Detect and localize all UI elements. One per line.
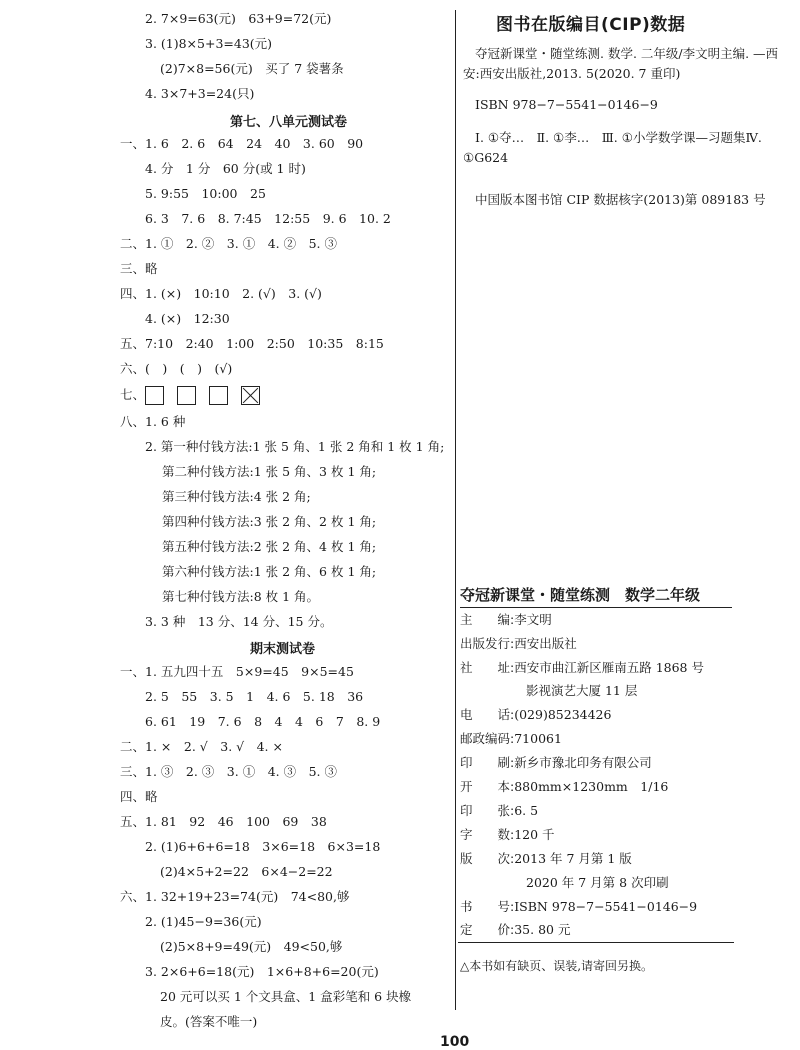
cip-paragraph: 中国版本图书馆 CIP 数据核字(2013)第 089183 号 (475, 192, 766, 207)
info-row-isbn (460, 899, 697, 915)
answer-line: 20 元可以买 1 个文具盒、1 盒彩笔和 6 块橡 (160, 989, 412, 1004)
answer-line: 第三种付钱方法:4 张 2 角; (162, 489, 311, 504)
answer-line: 二、1. ① 2. ② 3. ① 4. ② 5. ③ (120, 236, 337, 251)
answer-line: 6. 61 19 7. 6 8 4 4 6 7 8. 9 (145, 714, 381, 729)
answer-line: 皮。(答案不唯一) (160, 1014, 258, 1029)
cip-title: 图书在版编目(CIP)数据 (496, 15, 686, 35)
info-row-sheets (460, 803, 538, 819)
info-row-telephone (460, 707, 611, 723)
info-row-format (460, 779, 668, 795)
info-row-editor (460, 612, 552, 628)
answer-line: 2. (1)6+6+6=18 3×6=18 6×3=18 (145, 839, 381, 854)
cip-isbn: ISBN 978−7−5541−0146−9 (475, 97, 658, 112)
answer-line: (2)5×8+9=49(元) 49<50,够 (160, 939, 343, 954)
answer-line: 2. (1)45−9=36(元) (145, 914, 262, 929)
answer-label: 七、 (120, 387, 146, 402)
answer-line: 3. (1)8×5+3=43(元) (145, 36, 273, 51)
page-number: 100 (440, 1034, 470, 1050)
info-key: 字 数: (460, 827, 515, 842)
answer-line-boxes (120, 386, 273, 405)
answer-line: 4. (×) 12:30 (145, 311, 230, 326)
empty-box (145, 386, 164, 405)
info-value: 西安市曲江新区雁南五路 1868 号 (514, 660, 704, 675)
info-value: 西安出版社 (514, 636, 577, 651)
section-heading: 期末测试卷 (250, 642, 316, 657)
info-key: 印 刷: (460, 755, 515, 770)
info-key: 出版发行: (460, 636, 515, 651)
answer-line: 四、1. (×) 10:10 2. (√) 3. (√) (120, 286, 322, 301)
answer-line: 第六种付钱方法:1 张 2 角、6 枚 1 角; (162, 564, 377, 579)
info-value: 35. 80 元 (514, 922, 571, 937)
answer-line: 4. 3×7+3=24(只) (145, 86, 255, 101)
answer-line: 第五种付钱方法:2 张 2 角、4 枚 1 角; (162, 539, 377, 554)
empty-box (209, 386, 228, 405)
answer-line: 3. 3 种 13 分、14 分、15 分。 (145, 614, 333, 629)
answer-line: 三、1. ③ 2. ③ 3. ① 4. ③ 5. ③ (120, 764, 337, 779)
answer-line: 2. 第一种付钱方法:1 张 5 角、1 张 2 角和 1 枚 1 角; (145, 439, 445, 454)
info-value: 710061 (514, 731, 562, 746)
info-row-edition (460, 851, 632, 867)
info-row-address (460, 660, 704, 676)
info-row-printer (460, 755, 652, 771)
info-divider (458, 942, 734, 943)
info-key: 主 编: (460, 612, 515, 627)
answer-line: 八、1. 6 种 (120, 414, 186, 429)
info-key: 电 话: (460, 707, 515, 722)
info-value: 880mm×1230mm 1/16 (514, 779, 669, 794)
answer-line: (2)4×5+2=22 6×4−2=22 (160, 864, 333, 879)
info-value: 李文明 (514, 612, 552, 627)
answer-line: (2)7×8=56(元) 买了 7 袋薯条 (160, 61, 344, 76)
info-value: 120 千 (514, 827, 555, 842)
column-divider (455, 10, 456, 1010)
info-key: 版 次: (460, 851, 515, 866)
info-value: ISBN 978−7−5541−0146−9 (514, 899, 698, 914)
info-row-words (460, 827, 555, 843)
answer-line: 6. 3 7. 6 8. 7:45 12:55 9. 6 10. 2 (145, 211, 391, 226)
replacement-note: △本书如有缺页、误装,请寄回另换。 (460, 959, 654, 973)
info-key: 社 址: (460, 660, 515, 675)
info-value: (029)85234426 (514, 707, 612, 722)
info-key: 开 本: (460, 779, 515, 794)
info-row-edition-2 (526, 875, 669, 891)
info-value: 2013 年 7 月第 1 版 (514, 851, 632, 866)
crossed-box (241, 386, 260, 405)
book-title: 夺冠新课堂・随堂练测 数学二年级 (460, 584, 732, 608)
info-row-publisher (460, 636, 577, 652)
answer-line: 2. 5 55 3. 5 1 4. 6 5. 18 36 (145, 689, 364, 704)
info-row-zipcode (460, 731, 562, 747)
info-value: 新乡市豫北印务有限公司 (514, 755, 652, 770)
cip-paragraph: Ⅰ. ①夺… Ⅱ. ①李… Ⅲ. ①小学数学课—习题集Ⅳ. ①G624 (463, 130, 762, 165)
cip-paragraph: 夺冠新课堂・随堂练测. 数学. 二年级/李文明主编. —西安:西安出版社,2013. 5(2020. 7 重印) (463, 46, 779, 81)
answer-line: 第二种付钱方法:1 张 5 角、3 枚 1 角; (162, 464, 377, 479)
answer-line: 四、略 (120, 789, 158, 804)
info-key: 邮政编码: (460, 731, 515, 746)
info-key: 印 张: (460, 803, 515, 818)
answer-line: 六、1. 32+19+23=74(元) 74<80,够 (120, 889, 350, 904)
info-key: 书 号: (460, 899, 515, 914)
answer-line: 3. 2×6+6=18(元) 1×6+8+6=20(元) (145, 964, 379, 979)
answer-line: 二、1. × 2. √ 3. √ 4. × (120, 739, 283, 754)
answer-line: 第七种付钱方法:8 枚 1 角。 (162, 589, 320, 604)
info-key: 定 价: (460, 922, 515, 937)
empty-box (177, 386, 196, 405)
info-value: 影视演艺大厦 11 层 (526, 683, 638, 698)
answer-line: 六、( ) ( ) (√) (120, 361, 233, 376)
answer-line: 一、1. 6 2. 6 64 24 40 3. 60 90 (120, 136, 364, 151)
answer-line: 五、7:10 2:40 1:00 2:50 10:35 8:15 (120, 336, 384, 351)
info-row-address-2 (526, 683, 637, 699)
answer-line: 一、1. 五九四十五 5×9=45 9×5=45 (120, 664, 354, 679)
answer-line: 五、1. 81 92 46 100 69 38 (120, 814, 327, 829)
answer-line: 第四种付钱方法:3 张 2 角、2 枚 1 角; (162, 514, 377, 529)
answer-line: 2. 7×9=63(元) 63+9=72(元) (145, 11, 332, 26)
section-heading: 第七、八单元测试卷 (230, 115, 348, 130)
info-value: 2020 年 7 月第 8 次印刷 (526, 875, 669, 890)
answer-line: 三、略 (120, 261, 158, 276)
answer-line: 4. 分 1 分 60 分(或 1 时) (145, 161, 306, 176)
info-row-price (460, 922, 570, 938)
answer-line: 5. 9:55 10:00 25 (145, 186, 266, 201)
info-value: 6. 5 (514, 803, 539, 818)
